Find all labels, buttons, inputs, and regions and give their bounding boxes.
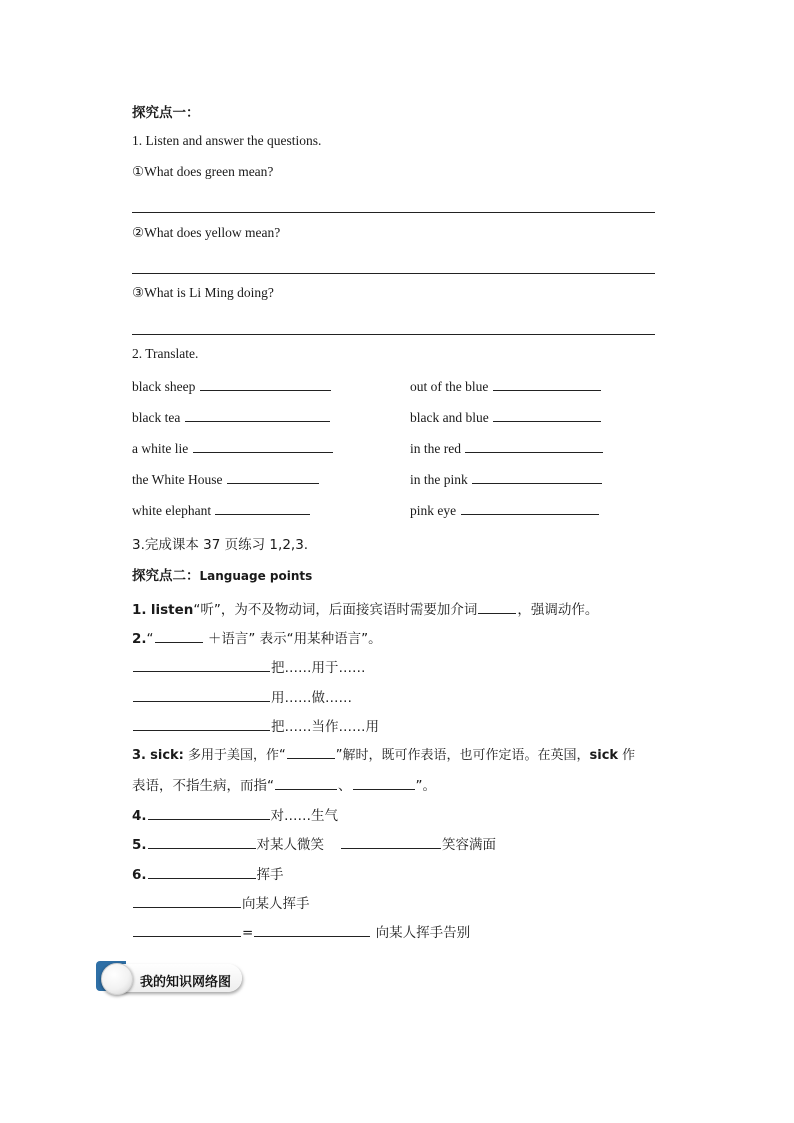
translate-item: out of the blue <box>410 378 602 395</box>
section1-title: 探究点一： <box>132 105 200 121</box>
answer-blank[interactable] <box>133 689 270 702</box>
point-2-line: 把……当作……用 <box>132 715 379 735</box>
question3: 3.完成课本 37 页练习 1,2,3. <box>132 537 309 553</box>
answer-blank[interactable] <box>341 836 441 849</box>
answer-blank[interactable] <box>465 440 603 453</box>
translate-item: black and blue <box>410 409 602 426</box>
circled-number-2: ② <box>132 225 145 241</box>
sub-question-1 <box>132 164 273 180</box>
section2-title-en: Language points <box>199 569 313 583</box>
point-4: 4. 对……生气 <box>132 808 339 824</box>
answer-blank[interactable] <box>133 924 241 937</box>
answer-blank[interactable] <box>185 409 330 422</box>
translate-item: in the pink <box>410 471 603 488</box>
question2-title: 2. Translate. <box>132 346 199 361</box>
answer-blank[interactable] <box>227 471 319 484</box>
answer-blank[interactable] <box>200 378 331 391</box>
section2-title <box>132 564 312 584</box>
answer-blank[interactable] <box>493 378 601 391</box>
sub-question-3-text: What is Li Ming doing? <box>144 285 274 300</box>
point-2-line: 把……用于…… <box>132 656 366 676</box>
point-5b: 笑容满面 <box>340 833 496 853</box>
answer-blank[interactable] <box>275 777 337 790</box>
banner-title: 我的知识网络图 <box>140 975 232 990</box>
answer-blank[interactable] <box>148 807 270 820</box>
answer-blank[interactable] <box>148 866 256 879</box>
answer-blank[interactable] <box>133 718 270 731</box>
translate-item: black tea <box>132 409 331 426</box>
answer-blank[interactable] <box>478 601 516 614</box>
answer-blank[interactable] <box>353 777 415 790</box>
sub-question-2-text: What does yellow mean? <box>144 225 281 240</box>
translate-item: pink eye <box>410 502 600 519</box>
point-3-line2: 表语，不指生病，而指“ 、 ”。 <box>132 778 436 794</box>
translate-item: white elephant <box>132 502 311 519</box>
point-2: 2.“ ＋语言” 表示“用某种语言”。 <box>132 631 382 647</box>
point-2-line: 用……做…… <box>132 686 352 706</box>
answer-blank[interactable] <box>133 659 270 672</box>
section2-title-cn: 探究点二： <box>132 568 200 584</box>
answer-blank[interactable] <box>461 502 599 515</box>
translate-item: in the red <box>410 440 604 457</box>
sub-question-1-text: What does green mean? <box>144 164 274 179</box>
answer-line-3[interactable] <box>132 334 655 335</box>
answer-blank[interactable] <box>193 440 333 453</box>
answer-blank[interactable] <box>287 746 335 759</box>
question1-title: 1. Listen and answer the questions. <box>132 133 322 148</box>
point-1: 1. listen“听”，为不及物动词，后面接宾语时需要加介词 ，强调动作。 <box>132 602 599 618</box>
answer-line-1[interactable] <box>132 212 655 213</box>
circle-icon <box>101 963 133 995</box>
sub-question-3 <box>132 285 274 301</box>
answer-blank[interactable] <box>254 924 370 937</box>
answer-blank[interactable] <box>215 502 310 515</box>
answer-blank[interactable] <box>472 471 602 484</box>
answer-blank[interactable] <box>155 630 203 643</box>
translate-item: a white lie <box>132 440 334 457</box>
circled-number-1: ① <box>132 164 145 180</box>
sub-question-2 <box>132 225 280 241</box>
translate-item: the White House <box>132 471 320 488</box>
translate-item: black sheep <box>132 378 332 395</box>
answer-blank[interactable] <box>493 409 601 422</box>
knowledge-map-banner <box>96 960 246 998</box>
point-5: 5. 对某人微笑 <box>132 837 325 853</box>
answer-line-2[interactable] <box>132 273 655 274</box>
point-6-line3: = 向某人挥手告别 <box>132 921 470 941</box>
point-6: 6. 挥手 <box>132 867 284 883</box>
point-6-line2: 向某人挥手 <box>132 892 310 912</box>
circled-number-3: ③ <box>132 285 145 301</box>
answer-blank[interactable] <box>133 895 241 908</box>
point-3: 3. sick: 多用于美国，作“ ”解时，既可作表语，也可作定语。在英国，sick 作 <box>132 748 636 763</box>
answer-blank[interactable] <box>148 836 256 849</box>
